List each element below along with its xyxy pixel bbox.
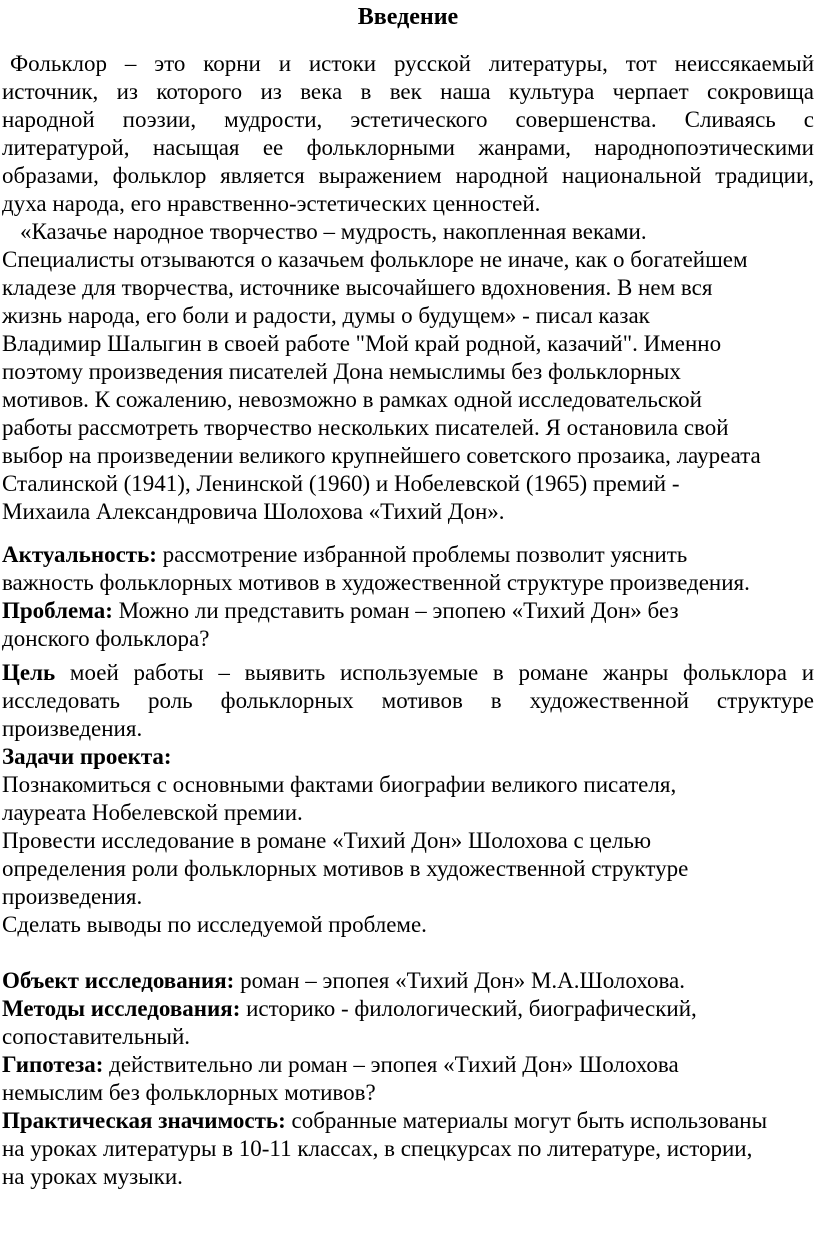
task-line: Познакомиться с основными фактами биографии великого писателя, <box>2 772 677 797</box>
problem-label: Проблема: <box>2 598 113 623</box>
methods-line <box>2 995 814 1023</box>
tasks-label: Задачи проекта: <box>2 744 172 769</box>
practical-line <box>2 1107 814 1135</box>
problem-text: Можно ли представить роман – эпопею «Тихий Дон» без <box>118 598 679 623</box>
object-text: роман – эпопея «Тихий Дон» М.А.Шолохова. <box>240 968 685 993</box>
goal-label: Цель <box>2 660 56 685</box>
intro-line: образами, фольклор является выражением народной национальной традиции, <box>2 163 814 188</box>
quote-line: поэтому произведения писателей Дона немыслимы без фольклорных <box>2 359 681 384</box>
quote-line: выбор на произведении великого крупнейшего советского прозаика, лауреата <box>2 443 761 468</box>
quote-line: Специалисты отзываются о казачьем фольклоре не иначе, как о богатейшем <box>2 247 748 272</box>
intro-line: духа народа, его нравственно-эстетических ценностей. <box>2 191 541 216</box>
task-line: Сделать выводы по исследуемой проблеме. <box>2 912 427 937</box>
task-line: лауреата Нобелевской премии. <box>2 800 303 825</box>
page-title: Введение <box>357 4 459 30</box>
practical-label: Практическая значимость: <box>2 1108 286 1133</box>
hypothesis-line <box>2 1051 814 1079</box>
methods-label: Методы исследования: <box>2 996 241 1021</box>
intro-line: народной поэзии, мудрости, эстетического совершенства. Сливаясь с <box>2 107 814 132</box>
hypothesis-text: действительно ли роман – эпопея «Тихий Дон» Шолохова <box>109 1052 679 1077</box>
object-line <box>2 967 814 995</box>
goal-text: моей работы – выявить используемые в романе жанры фольклора и <box>69 660 815 685</box>
goal-line: исследовать роль фольклорных мотивов в художественной структуре <box>2 688 814 713</box>
intro-line: литературой, насыщая ее фольклорными жанрами, народнопоэтическими <box>2 135 814 160</box>
relevance-line <box>2 541 814 569</box>
methods-line: сопоставительный. <box>2 1024 191 1049</box>
practical-line: на уроках музыки. <box>2 1164 183 1189</box>
quote-line: Михаила Александровича Шолохова «Тихий Дон». <box>2 499 505 524</box>
relevance-text: рассмотрение избранной проблемы позволит уяснить <box>162 542 688 567</box>
hypothesis-line: немыслим без фольклорных мотивов? <box>2 1080 376 1105</box>
methods-text: историко - филологический, биографический, <box>246 996 697 1021</box>
relevance-label: Актуальность: <box>2 542 157 567</box>
intro-line: источник, из которого из века в век наша культура черпает сокровища <box>2 79 814 104</box>
practical-text: собранные материалы могут быть использованы <box>291 1108 768 1133</box>
task-line: Провести исследование в романе «Тихий Дон» Шолохова с целью <box>2 828 652 853</box>
quote-line: «Казачье народное творчество – мудрость, накопленная веками. <box>20 219 647 244</box>
problem-line: донского фольклора? <box>2 626 210 651</box>
tasks-heading <box>2 743 814 771</box>
practical-line: на уроках литературы в 10-11 классах, в спецкурсах по литературе, истории, <box>2 1136 753 1161</box>
hypothesis-label: Гипотеза: <box>2 1052 104 1077</box>
object-label: Объект исследования: <box>2 968 235 993</box>
goal-line: произведения. <box>2 716 143 741</box>
quote-line: кладезе для творчества, источнике высочайшего вдохновения. В нем вся <box>2 275 713 300</box>
quote-line: Владимир Шалыгин в своей работе "Мой край родной, казачий". Именно <box>2 331 722 356</box>
relevance-line: важность фольклорных мотивов в художественной структуре произведения. <box>2 570 750 595</box>
task-line: определения роли фольклорных мотивов в художественной структуре <box>2 856 689 881</box>
quote-line: работы рассмотреть творчество нескольких писателей. Я остановила свой <box>2 415 729 440</box>
quote-line: Сталинской (1941), Ленинской (1960) и Нобелевской (1965) премий - <box>2 471 680 496</box>
goal-line <box>2 659 814 687</box>
problem-line <box>2 597 814 625</box>
quote-line: мотивов. К сожалению, невозможно в рамках одной исследовательской <box>2 387 702 412</box>
task-line: произведения. <box>2 884 143 909</box>
intro-line: Фольклор – это корни и истоки русской литературы, тот неиссякаемый <box>10 51 814 76</box>
quote-line: жизнь народа, его боли и радости, думы о будущем» - писал казак <box>2 303 650 328</box>
